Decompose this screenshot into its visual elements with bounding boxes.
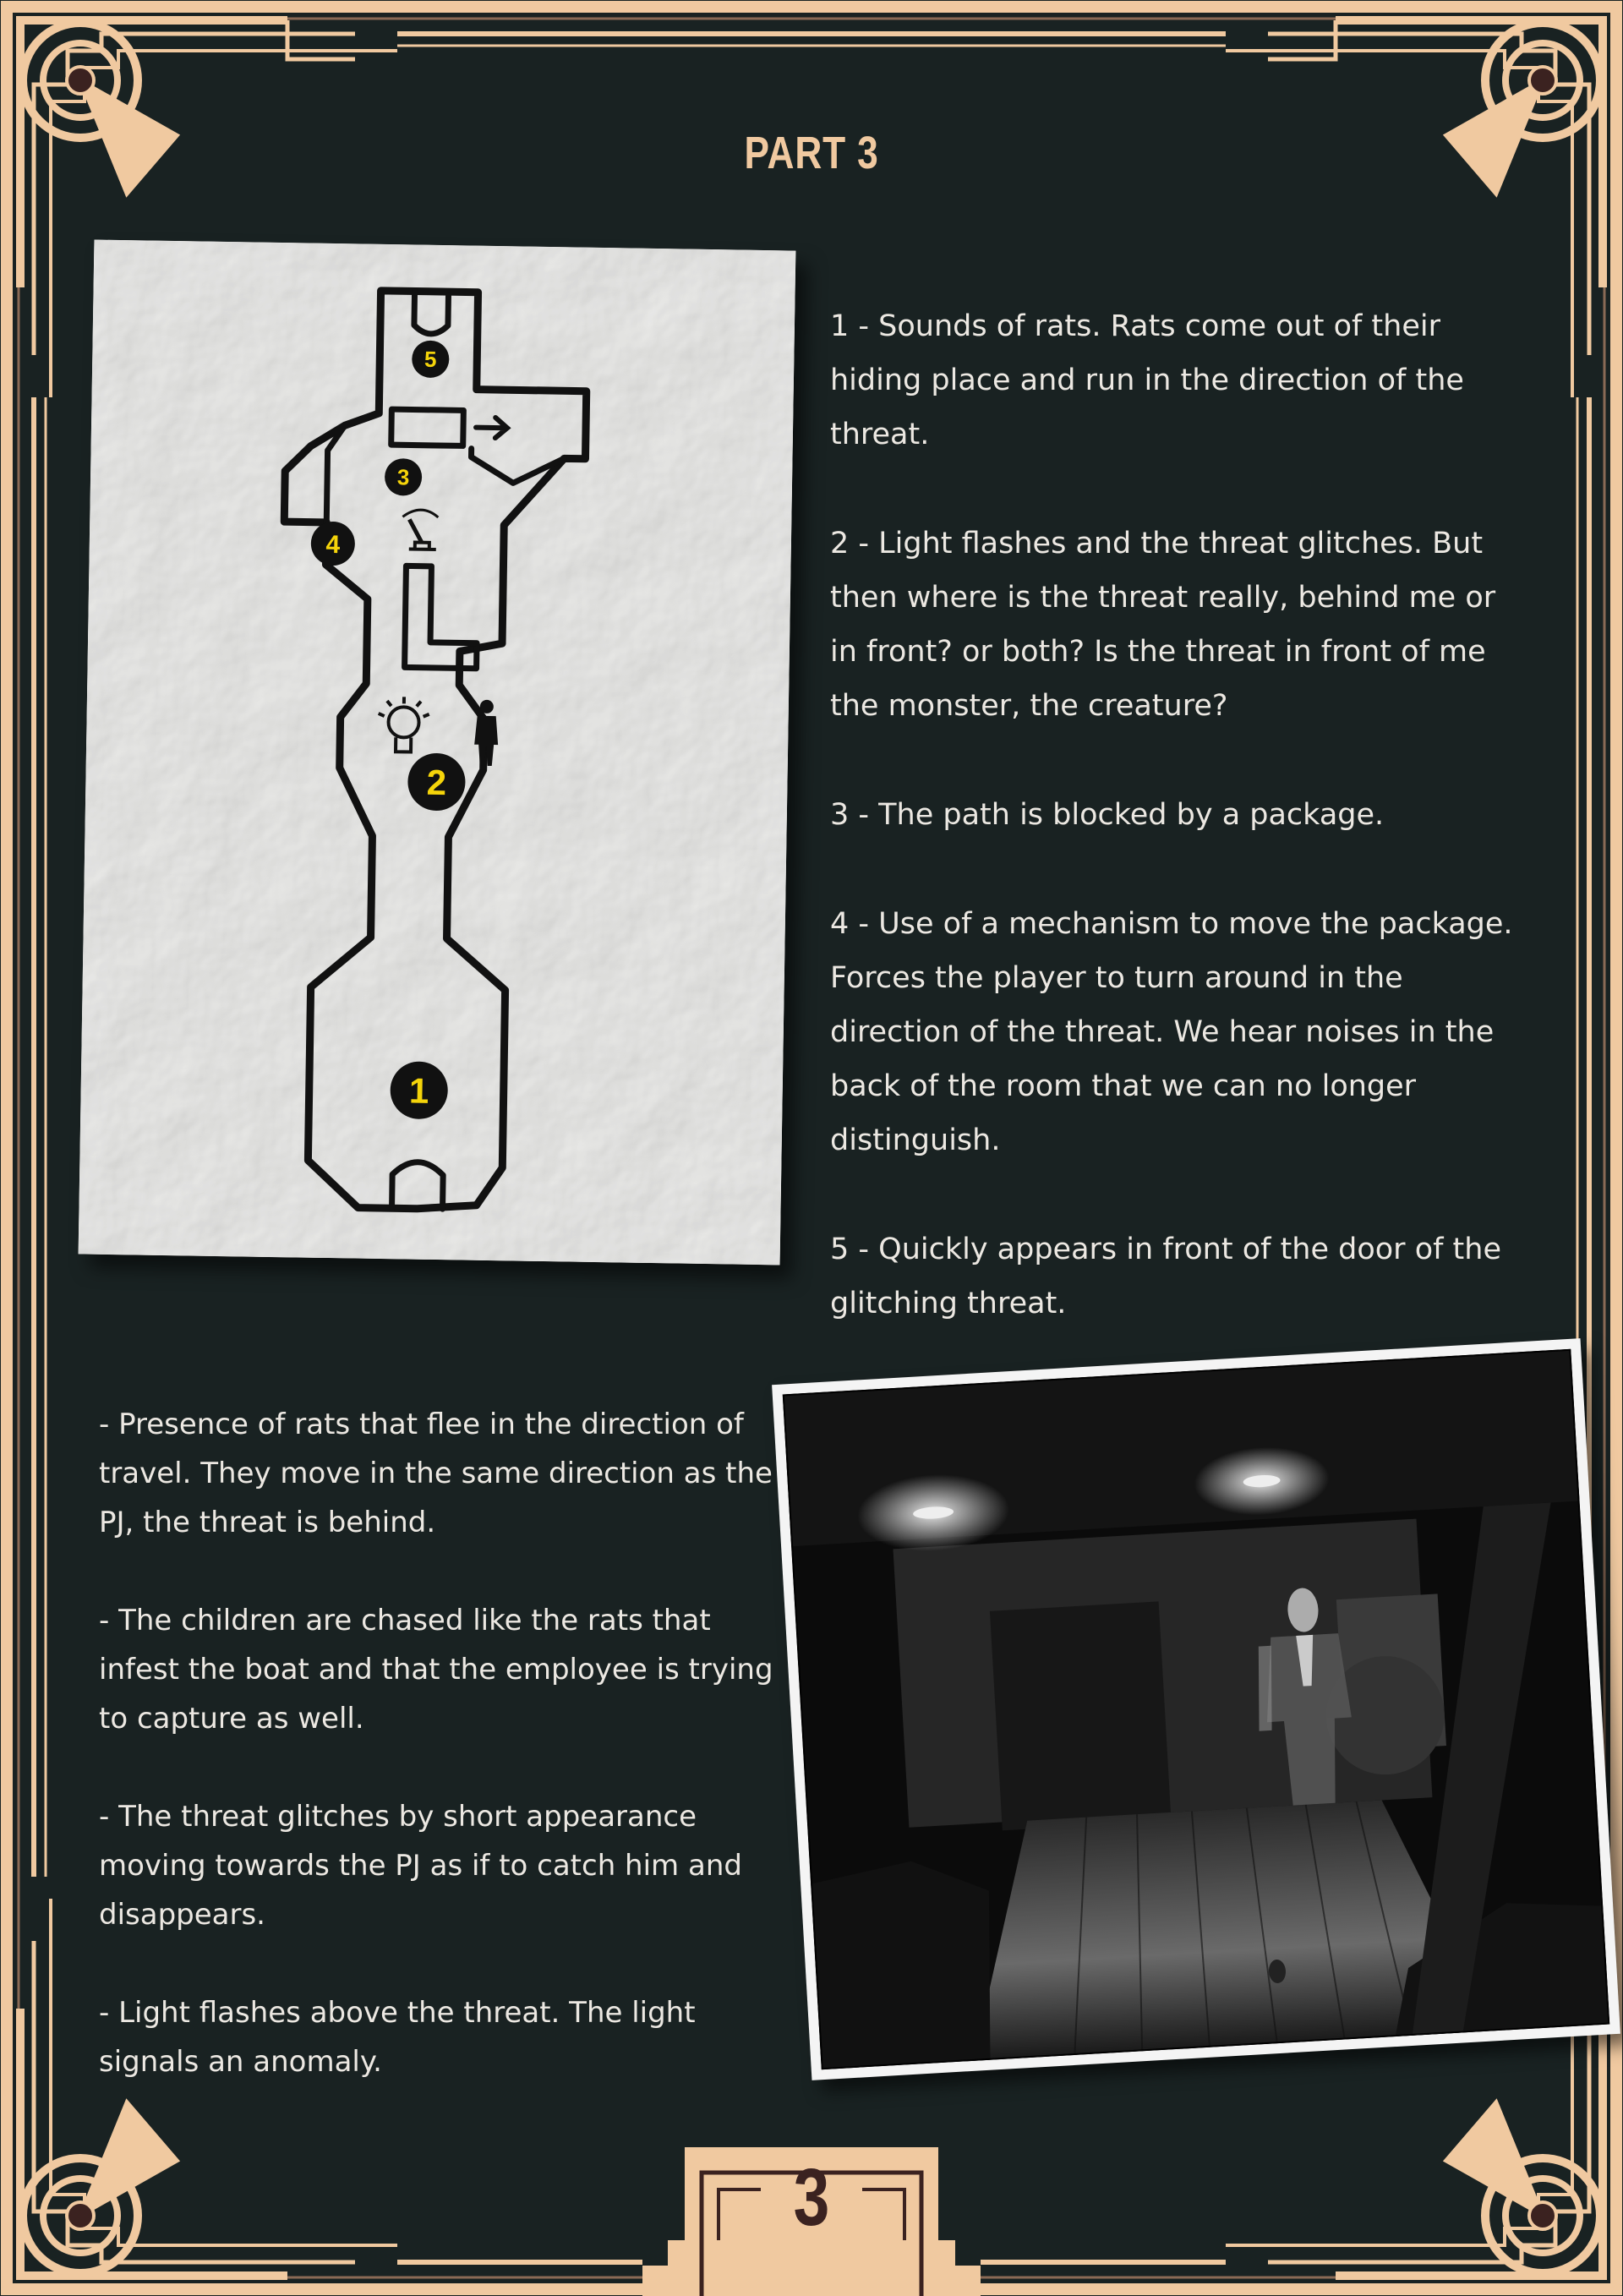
step-item-3: 3 - The path is blocked by a package. [830,798,1385,832]
level-map [79,240,796,1266]
svg-text:1: 1 [408,1070,429,1111]
svg-text:5: 5 [424,346,437,372]
step-item-4: 4 - Use of a mechanism to move the package. Forces the player to turn around in the direction of the threat. We hear noises in the back of the room that we can no longer distinguish. [830,907,1513,1157]
level-map-sheet [79,240,796,1266]
note-item-2: - The children are chased like the rats that infest the boat and that the employee is trying to capture as well. [99,1604,773,1736]
step-item-5: 5 - Quickly appears in front of the door of the glitching threat. [830,1233,1501,1320]
note-item-4: - Light flashes above the threat. The light signals an anomaly. [99,1996,696,2079]
design-notes [99,1400,775,2086]
step-item-1: 1 - Sounds of rats. Rats come out of their hiding place and run in the direction of the threat. [830,309,1464,451]
svg-text:4: 4 [325,530,341,560]
svg-text:3: 3 [396,464,410,490]
page-number: 3 [793,2152,830,2243]
page-title: PART 3 [744,128,879,178]
step-list [830,299,1532,1331]
note-item-3: - The threat glitches by short appearance moving towards the PJ as if to catch him and disappears. [99,1800,742,1932]
game-scene-image [783,1349,1610,2069]
step-item-2: 2 - Light flashes and the threat glitches. But then where is the threat really, behind me or in front? or both? Is the threat in front of me the monster, the creature? [830,527,1496,723]
game-screenshot-photo [772,1338,1620,2080]
svg-text:2: 2 [426,762,447,803]
note-item-1: - Presence of rats that flee in the direction of travel. They move in the same direction as the PJ, the threat is behind. [99,1408,773,1539]
